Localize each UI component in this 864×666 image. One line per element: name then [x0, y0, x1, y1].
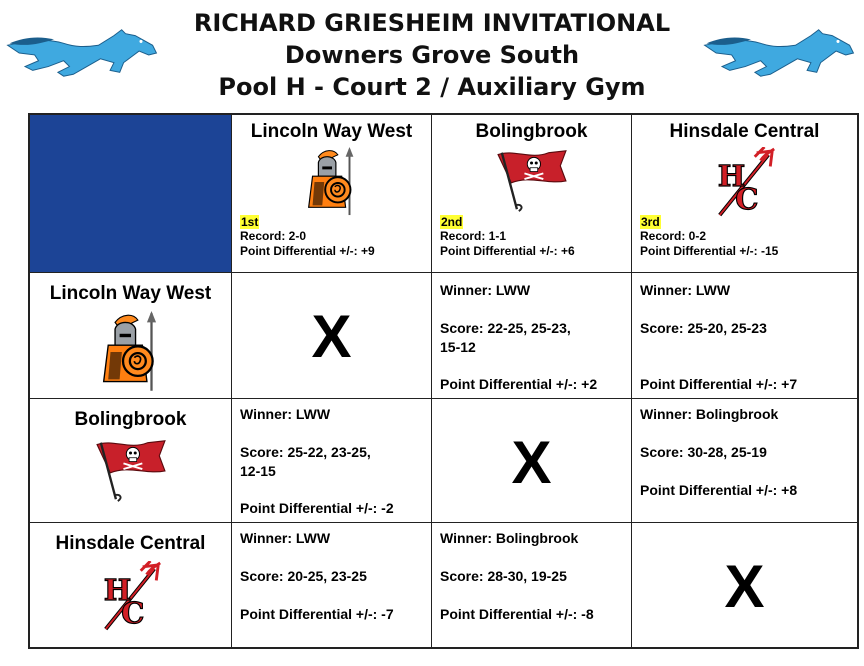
match-cell	[632, 273, 857, 399]
score-text: Score: 30-28, 25-19	[640, 444, 767, 460]
winner-text: Winner: Bolingbrook	[440, 530, 579, 546]
page-header	[0, 0, 864, 110]
x-mark: X	[311, 303, 352, 370]
x-mark: X	[511, 429, 552, 496]
score-text: Score: 25-20, 25-23	[640, 320, 767, 336]
differential-text: Point Differential +/-: +6	[440, 244, 575, 258]
knight-shield-icon	[99, 311, 163, 393]
event-title: RICHARD GRIESHEIM INVITATIONAL	[193, 9, 671, 37]
record-text: Record: 2-0	[240, 229, 307, 243]
x-mark: X	[724, 553, 765, 620]
pool-standings-grid	[28, 113, 859, 649]
winner-text: Winner: Bolingbrook	[640, 406, 779, 422]
rank-badge: 1st	[241, 215, 259, 229]
score-text: Score: 25-22, 23-25,	[240, 444, 371, 460]
row-header-lincoln-way-west	[30, 273, 232, 399]
column-header-bolingbrook	[432, 115, 632, 273]
differential-text: Point Differential +/-: -7	[240, 606, 394, 622]
differential-text: Point Differential +/-: -8	[440, 606, 594, 622]
hc-trident-icon	[97, 561, 165, 631]
team-name: Bolingbrook	[74, 409, 187, 430]
differential-text: Point Differential +/-: +8	[640, 482, 798, 498]
row-header-hinsdale-central	[30, 523, 232, 647]
match-cell	[232, 523, 432, 647]
row-header-bolingbrook	[30, 399, 232, 523]
team-name: Hinsdale Central	[669, 121, 820, 142]
match-cell-self	[432, 399, 632, 523]
record-text: Record: 1-1	[440, 229, 507, 243]
column-header-hinsdale-central	[632, 115, 857, 273]
match-cell-self	[232, 273, 432, 399]
differential-text: Point Differential +/-: +7	[640, 376, 798, 392]
rank-badge: 3rd	[641, 215, 660, 229]
pool-title: Pool H - Court 2 / Auxiliary Gym	[218, 73, 646, 101]
team-name: Hinsdale Central	[55, 533, 206, 554]
team-name: Lincoln Way West	[250, 121, 413, 142]
column-header-lincoln-way-west	[232, 115, 432, 273]
winner-text: Winner: LWW	[640, 282, 731, 298]
differential-text: Point Differential +/-: -15	[640, 244, 779, 258]
pirate-flag-icon	[94, 437, 168, 503]
venue-title: Downers Grove South	[284, 41, 580, 69]
record-text: Record: 0-2	[640, 229, 707, 243]
differential-text: Point Differential +/-: +9	[240, 244, 375, 258]
differential-text: Point Differential +/-: +2	[440, 376, 598, 392]
team-name: Lincoln Way West	[49, 283, 212, 304]
team-name: Bolingbrook	[475, 121, 588, 142]
match-cell	[632, 399, 857, 523]
winner-text: Winner: LWW	[440, 282, 531, 298]
knight-shield-icon	[304, 147, 360, 217]
differential-text: Point Differential +/-: -2	[240, 500, 394, 516]
match-cell-self	[632, 523, 857, 647]
winner-text: Winner: LWW	[240, 406, 331, 422]
pirate-flag-icon	[494, 147, 570, 213]
match-cell	[432, 273, 632, 399]
score-text-cont: 12-15	[240, 463, 276, 479]
hc-trident-icon	[710, 147, 780, 217]
match-cell	[432, 523, 632, 647]
match-cell	[232, 399, 432, 523]
score-text-cont: 15-12	[440, 339, 476, 355]
winner-text: Winner: LWW	[240, 530, 331, 546]
score-text: Score: 20-25, 23-25	[240, 568, 367, 584]
score-text: Score: 28-30, 19-25	[440, 568, 567, 584]
rank-badge: 2nd	[441, 215, 463, 229]
corner-cell	[30, 115, 232, 273]
score-text: Score: 22-25, 25-23,	[440, 320, 571, 336]
